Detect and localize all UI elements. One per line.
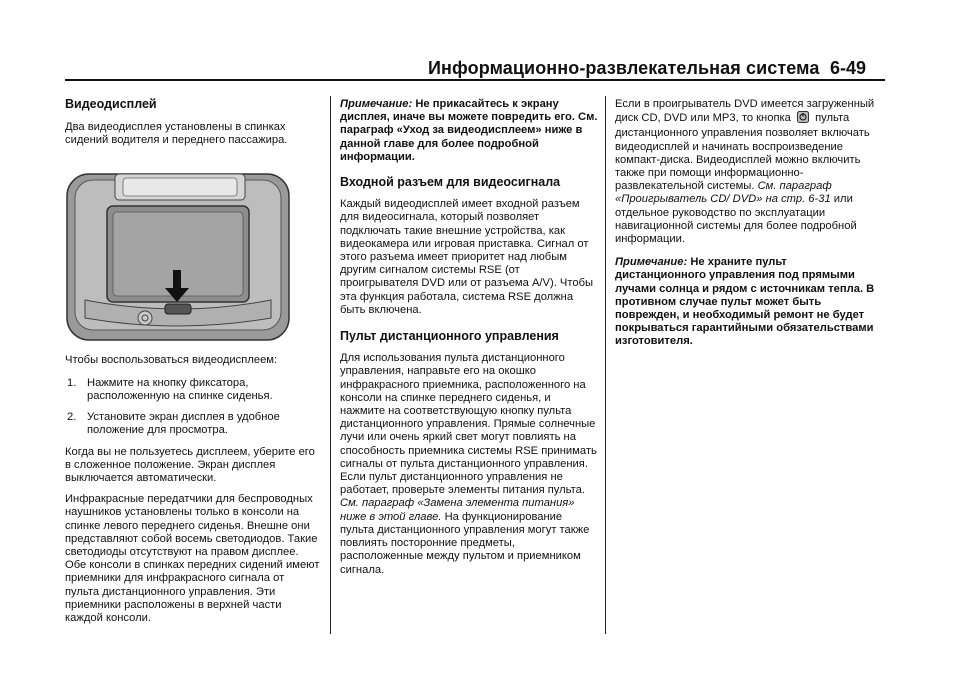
remote-reference: См. параграф «Замена элемента питания» ниже в этой главе. <box>340 497 575 523</box>
step-number: 2. <box>67 411 77 424</box>
step-number: 1. <box>67 376 77 389</box>
column-separator-2 <box>605 96 606 634</box>
note-text: Не храните пульт дистанционного управления под прямыми лучами солнца и рядом с источникам тепла. В противном случае пульт может быть поврежден, и необходимый ремонт не будет покрываться гарантийными обязательствами изготовителя. <box>615 256 875 348</box>
header-rule <box>65 79 885 81</box>
note-label: Примечание: <box>340 98 413 110</box>
infrared-paragraph: Инфракрасные передатчики для беспроводных наушников установлены только в консоли на спинке левого переднего сиденья. Внешне они представляют собой восемь светодиодов. Такие светодиоды отсутствуют на правом дисплее. Обе консоли в спинках передних сидений имеют приемники для инфракрасного сигнала от пульта дистанционного управления. Эти приемники расположены в верхней части каждой консоли. <box>65 493 320 625</box>
section-heading-remote: Пульт дистанционного управления <box>340 329 559 344</box>
section-heading-video-display: Видеодисплей <box>65 97 157 111</box>
dvd-reference: См. параграф «Проигрыватель CD/ DVD» на стр. 6-31 <box>615 180 832 206</box>
list-item <box>65 377 320 403</box>
dvd-tail: или отдельное руководство по эксплуатации навигационной системы для более подробной информации. <box>615 193 857 246</box>
note-text: Не прикасайтесь к экрану дисплея, иначе вы можете повредить его. См. параграф «Уход за видеодисплеем» ниже в данной главе для более подробной информации. <box>340 98 598 163</box>
power-button-icon <box>797 111 809 127</box>
column-2 <box>340 98 598 577</box>
dvd-text-b: пульта дистанционного управления позволяет включать видеодисплей и начинать воспроизведение компакт-диска. Видеодисплей можно включить также при помощи информационно-развлекательной системы. <box>615 112 870 193</box>
remote-tail: На функционирование пульта дистанционного управления могут также повлиять посторонние предметы, расположенные между пультом и приемником сигнала. <box>340 510 590 576</box>
step-text: Нажмите на кнопку фиксатора, расположенную на спинке сиденья. <box>87 376 273 403</box>
dvd-paragraph <box>615 98 877 246</box>
list-item <box>65 411 320 437</box>
page-header-title: Информационно-развлекательная система <box>428 58 820 78</box>
remote-paragraph <box>340 352 598 576</box>
column-separator-1 <box>330 96 331 634</box>
column-3 <box>615 98 877 349</box>
step-text: Установите экран дисплея в удобное положение для просмотра. <box>87 411 280 437</box>
video-display-illustration-icon <box>65 168 291 342</box>
remote-text: Для использования пульта дистанционного управления, направьте его на окошко инфракрасного приемника, расположенного на консоли на спинке переднего сиденья, и нажмите на соответствующую кнопку пульта дистанционного управления. Прямые солнечные лучи или очень яркий свет могут повлиять на способность приемника системы RSE принимать сигналы от пульта дистанционного управления. Если пульт дистанционного управления не работает, проверьте элементы питания пульта. <box>340 352 597 497</box>
remote-note <box>615 256 877 348</box>
usage-intro: Чтобы воспользоваться видеодисплеем: <box>65 353 278 366</box>
video-display-figure <box>65 168 291 342</box>
fold-paragraph: Когда вы не пользуетесь дисплеем, уберите его в сложенное положение. Экран дисплея выключается автоматически. <box>65 445 315 485</box>
video-display-intro: Два видеодисплея установлены в спинках сидений водителя и переднего пассажира. <box>65 121 288 147</box>
display-note <box>340 98 598 164</box>
usage-steps <box>65 377 320 438</box>
section-heading-video-input: Входной разъем для видеосигнала <box>340 175 561 190</box>
column-1 <box>65 98 320 625</box>
page-number: 6-49 <box>830 58 867 78</box>
video-input-paragraph: Каждый видеодисплей имеет входной разъем для видеосигнала, который позволяет подключать такие внешние устройства, как видеокамера или игровая приставка. Сигнал от этого разъема имеет приоритет над любым другим сигналом системы RSE (от проигрывателя DVD или от разъема A/V). Чтобы эта функция работала, система RSE должна быть включена. <box>340 198 594 316</box>
note-label: Примечание: <box>615 256 688 269</box>
dvd-text-a: Если в проигрыватель DVD имеется загруженный диск CD, DVD или MP3, то кнопка <box>615 98 875 125</box>
